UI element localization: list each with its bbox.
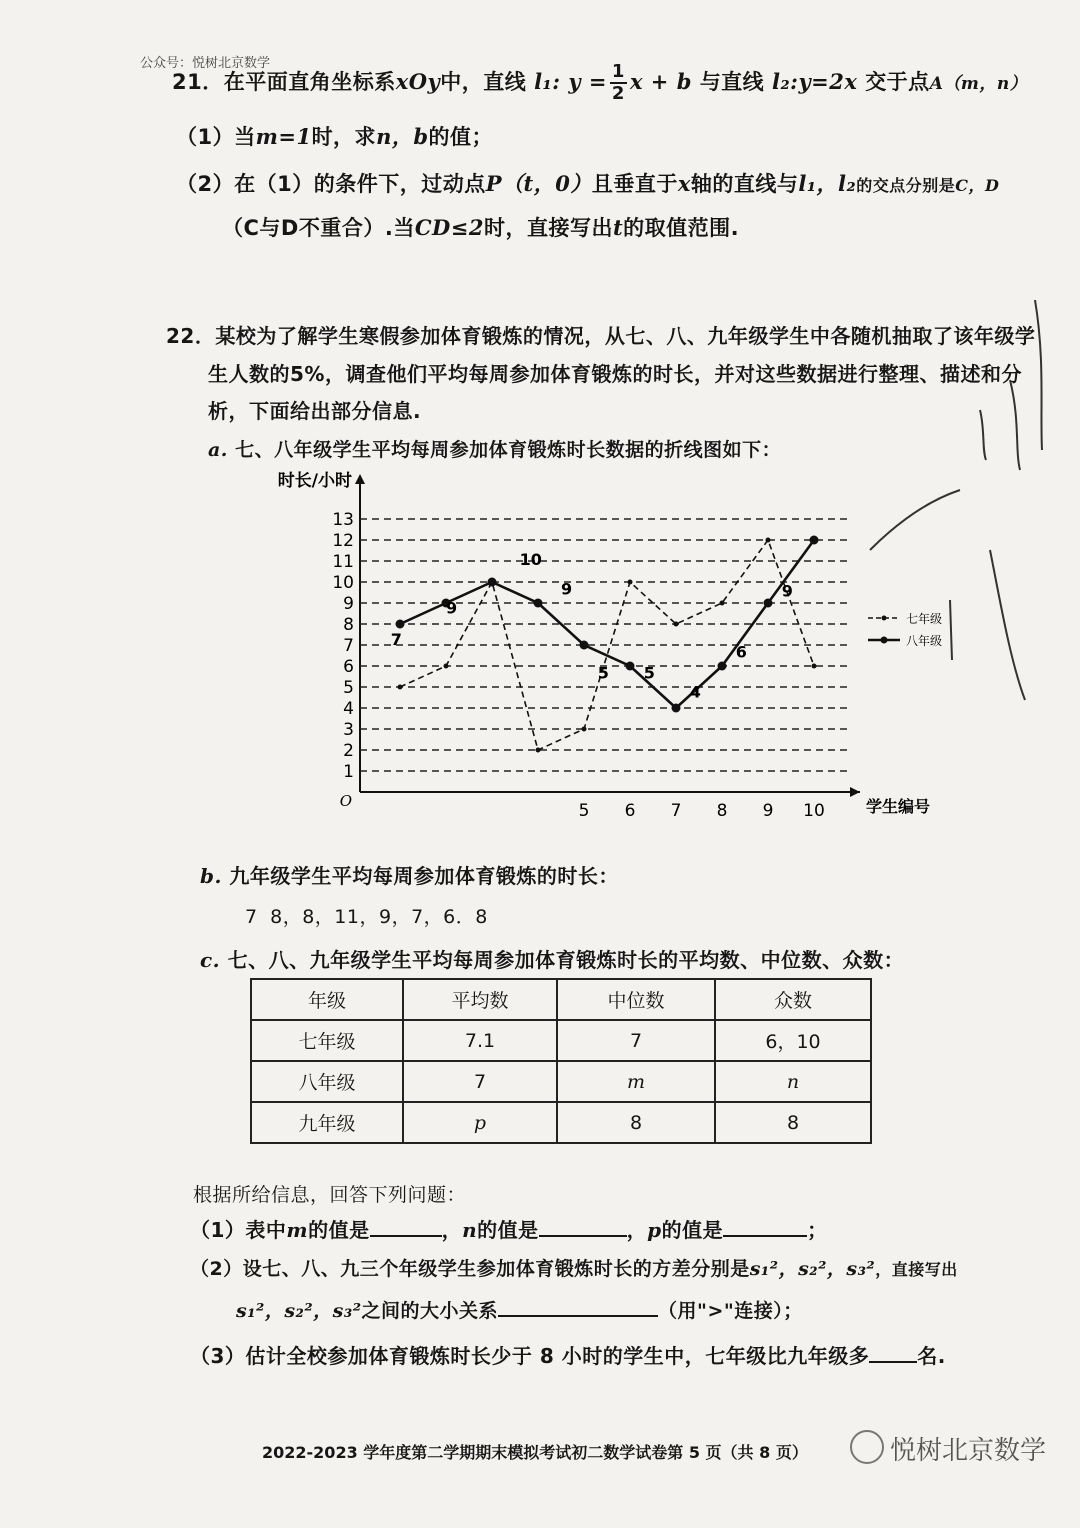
grade9-values: 7 8，8，11，9，7，6．8 [245,906,488,928]
blank-m[interactable] [370,1235,442,1237]
data-point [444,664,449,669]
table-cell: 八年级 [251,1061,403,1102]
y-tick-label: 1 [343,762,354,782]
y-tick-label: 3 [343,720,354,740]
data-point [766,538,771,543]
table-cell: m [557,1061,715,1102]
origin-label: O [339,792,352,810]
data-point [674,622,679,627]
data-point [812,664,817,669]
answer-2: （2）设七、八、九三个年级学生参加体育锻炼时长的方差分别是s₁²，s₂²，s₃²，直接写出 [190,1258,958,1280]
q22-intro-3: 析，下面给出部分信息. [208,399,422,423]
data-point [398,685,403,690]
table-header: 年级 [251,979,403,1020]
table-header: 众数 [715,979,871,1020]
table-header-row [251,979,871,1020]
table-cell: 7 [403,1061,557,1102]
data-point [396,620,405,629]
data-point [628,580,633,585]
data-label: 9 [781,581,793,601]
blank-p[interactable] [723,1235,807,1237]
answer-3: （3）估计全校参加体育锻炼时长少于 8 小时的学生中，七年级比九年级多 名. [190,1344,946,1368]
y-tick-label: 13 [332,510,354,530]
data-label: 9 [561,579,573,599]
y-axis-label: 时长/小时 [277,471,352,491]
data-point [764,599,773,608]
table-cell: p [403,1102,557,1143]
y-tick-label: 4 [343,699,354,719]
blank-difference[interactable] [869,1361,917,1363]
blank-n[interactable] [539,1235,627,1237]
data-point [580,641,589,650]
y-tick-label: 12 [332,531,354,551]
data-point [626,662,635,671]
data-label: 9 [446,598,458,618]
data-point [582,727,587,732]
x-tick-label: 5 [578,801,590,821]
legend-label-grade7: 七年级 [906,612,943,626]
y-tick-label: 6 [343,657,354,677]
wechat-logo-icon [850,1430,884,1464]
x-tick-label: 9 [762,801,774,821]
y-tick-label: 11 [332,552,354,572]
y-tick-label: 2 [343,741,354,761]
table-cell: 8 [715,1102,871,1143]
answer-1: （1）表中m的值是 ，n的值是 ，p的值是 ； [190,1218,828,1242]
x-tick-label: 6 [624,801,636,821]
answer-intro: 根据所给信息，回答下列问题： [193,1184,467,1206]
data-point [536,748,541,753]
data-label: 5 [643,663,655,683]
q21-part2: （2）在（1）的条件下，过动点P（t，0）且垂直于x轴的直线与l₁，l₂的交点分别是C，D [176,171,1000,196]
fraction-one-half: $\frac{1}{2}$ [611,61,625,104]
table-cell: 九年级 [251,1102,403,1143]
table-cell: n [715,1061,871,1102]
x-tick-label: 7 [670,801,682,821]
handwriting-scribble-icon [860,300,1070,720]
answer-2-cont: s₁²，s₂²，s₃²之间的大小关系 （用">"连接）； [236,1300,803,1322]
data-point [720,601,725,606]
stats-table [250,978,872,1144]
data-label: 4 [689,682,701,702]
data-label: 5 [597,663,609,683]
y-tick-label: 7 [343,636,354,656]
y-axis-arrow-icon [355,474,365,484]
page-footer: 2022-2023 学年度第二学期期末模拟考试初二数学试卷第 5 页（共 8 页） [262,1443,808,1462]
y-tick-label: 5 [343,678,354,698]
q21-part2-cont: （C与D不重合）.当CD≤2时，直接写出t的取值范围. [222,215,740,240]
table-cell: 8 [557,1102,715,1143]
table-header: 平均数 [403,979,557,1020]
x-axis-label: 学生编号 [866,797,931,816]
table-row [251,1061,871,1102]
x-tick-label: 8 [716,801,728,821]
data-point [810,536,819,545]
data-point [488,578,497,587]
y-tick-label: 9 [343,594,354,614]
data-label: 7 [390,630,402,649]
q21-part1: （1）当m=1时，求n，b的值； [176,124,494,149]
q22-part-a: a. 七、八年级学生平均每周参加体育锻炼时长数据的折线图如下： [208,439,782,461]
watermark: 悦树北京数学 [890,1436,1047,1466]
data-point [718,662,727,671]
table-cell: 7.1 [403,1020,557,1061]
data-point [672,704,681,713]
y-tick-label: 10 [332,573,354,593]
q22-part-c: c. 七、八、九年级学生平均每周参加体育锻炼时长的平均数、中位数、众数： [200,948,905,972]
table-cell: 七年级 [251,1020,403,1061]
table-row [251,1020,871,1061]
table-row [251,1102,871,1143]
y-tick-label: 8 [343,615,354,635]
data-label: 10 [519,550,542,570]
q21-line1: 21．在平面直角坐标系xOy中，直线 l₁: y = $\frac{1}{2}$ x + b 与直线 l₂:y=2x 交于点A（m，n） [172,61,1028,104]
q22-part-b: b. 九年级学生平均每周参加体育锻炼的时长： [200,864,619,888]
x-tick-label: 10 [803,801,825,821]
table-cell: 7 [557,1020,715,1061]
source-tag: 公众号：悦树北京数学 [140,56,271,71]
blank-variance[interactable] [498,1315,658,1317]
x-axis-arrow-icon [850,787,860,797]
data-point [534,599,543,608]
data-label: 6 [735,642,747,662]
legend-label-grade8: 八年级 [906,634,943,648]
q22-intro-1: 22．某校为了解学生寒假参加体育锻炼的情况，从七、八、九年级学生中各随机抽取了该年级学 [166,324,1036,348]
table-header: 中位数 [557,979,715,1020]
table-cell: 6，10 [715,1020,871,1061]
q22-intro-2: 生人数的5%，调查他们平均每周参加体育锻炼的时长，并对这些数据进行整理、描述和分 [208,362,1022,386]
